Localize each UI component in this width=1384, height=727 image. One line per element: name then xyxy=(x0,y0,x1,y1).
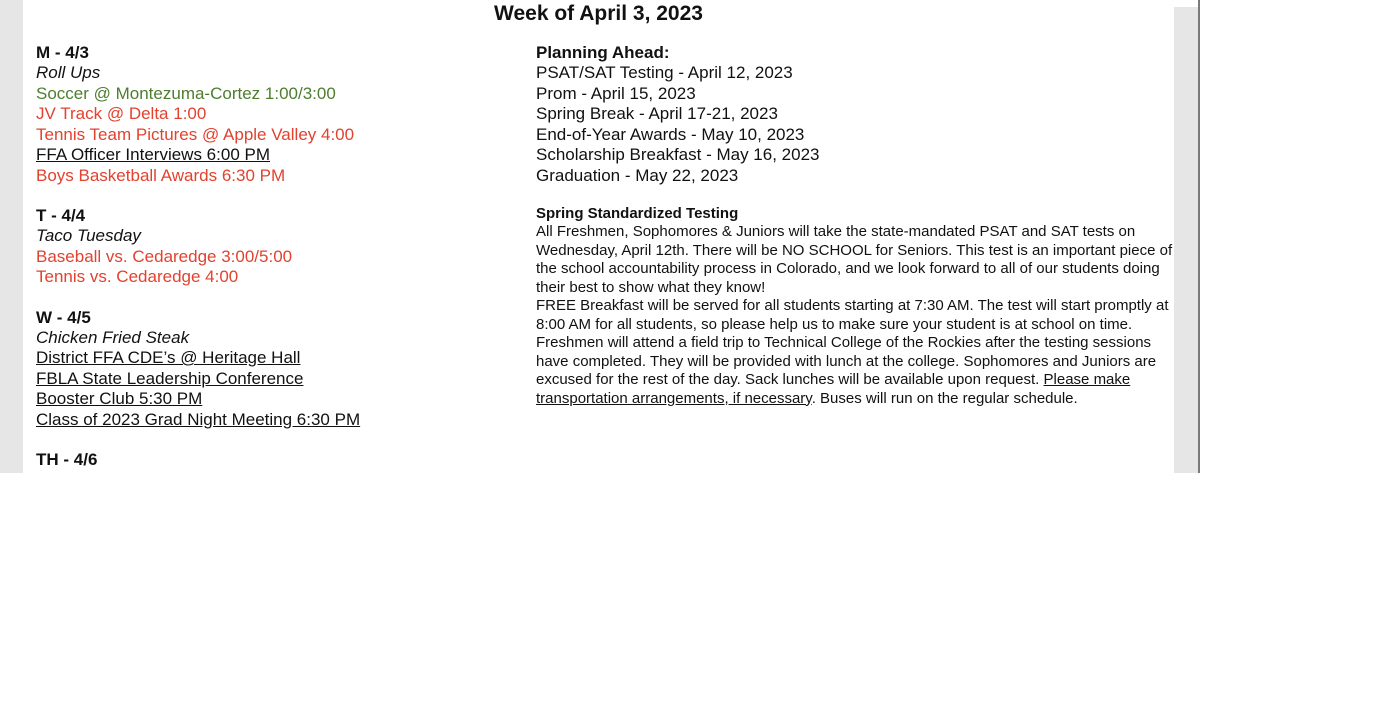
testing-paragraph: All Freshmen, Sophomores & Juniors will take the state-mandated PSAT and SAT tests on Wednesday, April 12th. There will be NO SCHOOL for Seniors. This test is an important piece of the school accountability process in Colorado, and we look forward to all of our students doing their best to show what they know! xyxy=(536,223,1173,296)
day-heading: W - 4/5 xyxy=(36,307,91,327)
event-item: Class of 2023 Grad Night Meeting 6:30 PM xyxy=(36,409,361,429)
page-margin-right xyxy=(1174,7,1198,473)
planning-item: Spring Break - April 17-21, 2023 xyxy=(536,104,778,123)
lunch-item: Roll Ups xyxy=(36,63,101,82)
transportation-note: Please make transportation arrangements, if necessary xyxy=(536,371,1131,407)
day-heading: TH - 4/6 xyxy=(36,450,98,469)
lunch-item: Chicken Fried Steak xyxy=(36,327,190,347)
planning-item: Scholarship Breakfast - May 16, 2023 xyxy=(536,145,820,164)
lunch-item: Taco Tuesday xyxy=(36,226,141,245)
planning-item: PSAT/SAT Testing - April 12, 2023 xyxy=(536,63,793,82)
event-item: District FFA CDE’s @ Heritage Hall xyxy=(36,348,301,367)
testing-text: . Buses will run on the regular schedule. xyxy=(811,389,1078,407)
testing-paragraph: FREE Breakfast will be served for all students starting at 7:30 AM. The test will start promptly at 8:00 AM for all students, so please help us to make sure your student is at school on time. xyxy=(536,297,1169,333)
event-item: JV Track @ Delta 1:00 xyxy=(36,104,207,123)
day-heading: T - 4/4 xyxy=(36,206,86,225)
day-block xyxy=(36,43,516,186)
day-heading: M - 4/3 xyxy=(36,43,89,62)
event-item: Soccer @ Montezuma-Cortez 1:00/3:00 xyxy=(36,83,336,103)
day-block xyxy=(36,206,516,288)
testing-text: Freshmen will attend a field trip to Technical College of the Rockies after the testing sessions have completed. They will be provided with lunch at the college. Sophomores and Juniors are excused for the rest of the day. Sack lunches will be available upon request. xyxy=(536,334,1157,388)
testing-heading: Spring Standardized Testing xyxy=(536,205,739,222)
planning-item: Graduation - May 22, 2023 xyxy=(536,165,739,185)
day-block xyxy=(36,308,516,431)
planning-item: Prom - April 15, 2023 xyxy=(536,83,696,103)
event-item: Baseball vs. Cedaredge 3:00/5:00 xyxy=(36,246,293,266)
testing-paragraph xyxy=(536,334,1176,408)
day-block xyxy=(36,450,516,470)
event-item: Booster Club 5:30 PM xyxy=(36,389,203,408)
planning-heading: Planning Ahead: xyxy=(536,43,670,62)
page-margin-left xyxy=(0,0,23,473)
event-item: Boys Basketball Awards 6:30 PM xyxy=(36,165,286,185)
event-item: FBLA State Leadership Conference xyxy=(36,368,304,388)
event-item: Tennis vs. Cedaredge 4:00 xyxy=(36,267,239,286)
event-item: FFA Officer Interviews 6:00 PM xyxy=(36,145,270,164)
page-edge-line xyxy=(1198,0,1200,473)
daily-schedule xyxy=(36,43,516,473)
planning-item: End-of-Year Awards - May 10, 2023 xyxy=(536,124,805,144)
event-item: Tennis Team Pictures @ Apple Valley 4:00 xyxy=(36,124,355,144)
page-title: Week of April 3, 2023 xyxy=(494,2,703,25)
planning-section xyxy=(536,43,1176,408)
